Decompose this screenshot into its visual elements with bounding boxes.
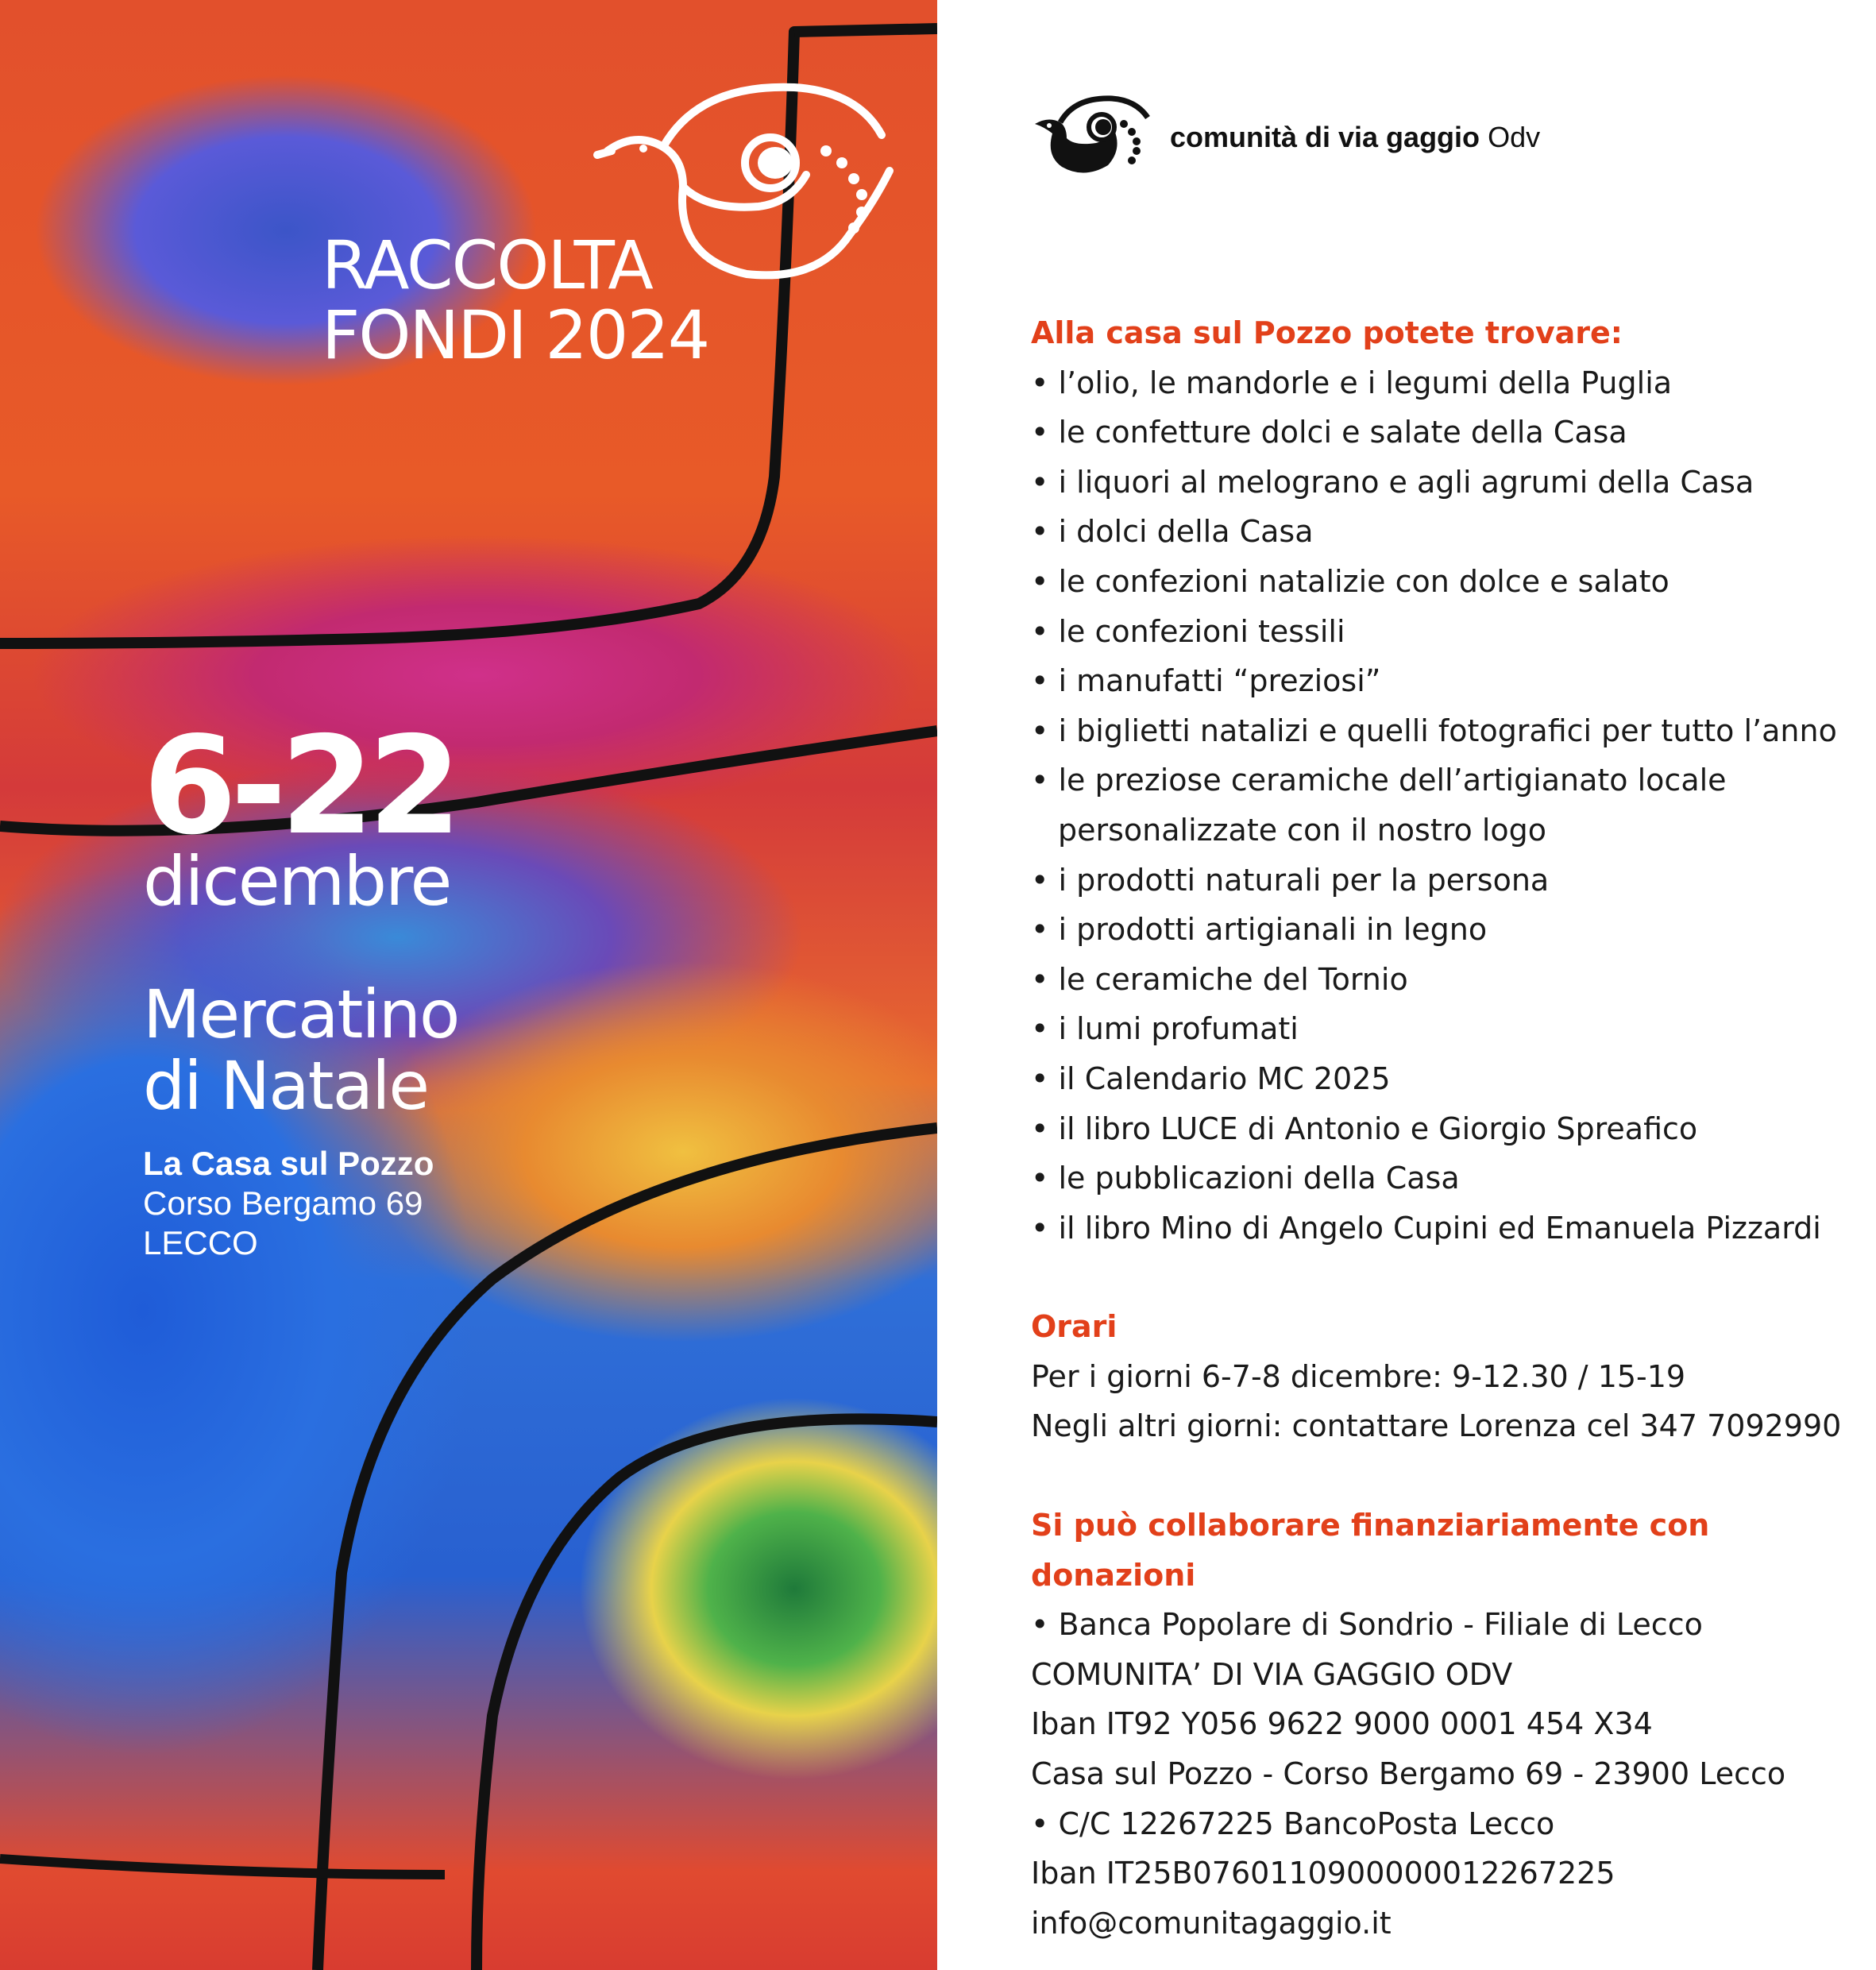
list-item: • le pubblicazioni della Casa	[1031, 1161, 1460, 1196]
donation-bank-2: • C/C 12267225 BancoPosta Lecco	[1031, 1806, 1555, 1841]
list-item: • i manufatti “preziosi”	[1031, 663, 1381, 699]
list-item-text: il Calendario MC 2025	[1058, 1060, 1391, 1096]
list-item: • il libro LUCE di Antonio e Giorgio Spreafico	[1031, 1111, 1698, 1146]
iban-2: Iban IT25B0760110900000012267225	[1031, 1856, 1615, 1891]
postal-address: Casa sul Pozzo - Corso Bergamo 69 - 23900 Lecco	[1031, 1756, 1786, 1792]
list-item: • le ceramiche del Tornio	[1031, 961, 1408, 997]
list-item-text: le preziose ceramiche dell’artigianato locale	[1058, 763, 1727, 798]
hours-line-1: Per i giorni 6-7-8 dicembre: 9-12.30 / 15-19	[1031, 1358, 1686, 1394]
list-item-text: le ceramiche del Tornio	[1058, 961, 1408, 997]
list-item: • il libro Mino di Angelo Cupini ed Emanuela Pizzardi	[1031, 1210, 1821, 1246]
bank-2-text: C/C 12267225 BancoPosta Lecco	[1058, 1806, 1555, 1841]
venue-city: LECCO	[143, 1224, 258, 1261]
list-item: • i dolci della Casa	[1031, 514, 1314, 550]
event-dates: 6-22	[143, 708, 456, 865]
list-item-text: le confezioni natalizie con dolce e salato	[1058, 563, 1669, 599]
list-item-text: i prodotti naturali per la persona	[1058, 862, 1550, 898]
hours-heading: Orari	[1031, 1309, 1117, 1345]
list-item-text: i manufatti “preziosi”	[1058, 663, 1381, 699]
account-holder: COMUNITA’ DI VIA GAGGIO ODV	[1031, 1656, 1513, 1692]
info-panel	[937, 0, 1876, 1970]
title-line-2: FONDI 2024	[322, 296, 709, 374]
donation-bank-1: • Banca Popolare di Sondrio - Filiale di Lecco	[1031, 1607, 1703, 1643]
brand-name-bold: comunità di via gaggio	[1170, 121, 1480, 153]
products-heading: Alla casa sul Pozzo potete trovare:	[1031, 315, 1623, 350]
list-item: • i lumi profumati	[1031, 1011, 1299, 1047]
list-item-text: i biglietti natalizi e quelli fotografici per tutto l’anno	[1058, 713, 1837, 748]
list-item-continuation: personalizzate con il nostro logo	[1058, 812, 1547, 848]
iban-1: Iban IT92 Y056 9622 9000 0001 454 X34	[1031, 1706, 1653, 1742]
list-item-text: i dolci della Casa	[1058, 514, 1314, 550]
hours-line-2: Negli altri giorni: contattare Lorenza cel 347 7092990	[1031, 1408, 1842, 1444]
list-item: • il Calendario MC 2025	[1031, 1060, 1391, 1096]
list-item: • le preziose ceramiche dell’artigianato locale	[1031, 763, 1727, 798]
venue-street: Corso Bergamo 69	[143, 1184, 423, 1222]
list-item-text: le confezioni tessili	[1058, 613, 1345, 649]
event-name	[143, 975, 459, 1125]
event-name-line-2: di Natale	[143, 1047, 429, 1125]
products-list	[1031, 358, 1849, 1253]
donations-heading: Si può collaborare finanziariamente con donazioni	[1031, 1508, 1710, 1593]
venue-name: La Casa sul Pozzo	[143, 1145, 434, 1182]
list-item: • le confezioni tessili	[1031, 613, 1345, 649]
list-item-text: l’olio, le mandorle e i legumi della Puglia	[1058, 365, 1673, 400]
brand-name	[1170, 121, 1540, 154]
list-item: • l’olio, le mandorle e i legumi della Puglia	[1031, 365, 1673, 400]
fundraiser-title	[322, 226, 709, 374]
brand-name-suffix: Odv	[1488, 121, 1541, 153]
list-item: • le confetture dolci e salate della Casa	[1031, 415, 1627, 450]
list-item: • le confezioni natalizie con dolce e salato	[1031, 563, 1669, 599]
list-item-text: i prodotti artigianali in legno	[1058, 912, 1488, 948]
list-item-text: i lumi profumati	[1058, 1011, 1299, 1047]
event-name-line-1: Mercatino	[143, 975, 459, 1053]
list-item-text: le pubblicazioni della Casa	[1058, 1161, 1460, 1196]
list-item: • i prodotti artigianali in legno	[1031, 912, 1488, 948]
info-content	[1031, 308, 1849, 1948]
section-spacer	[1031, 1253, 1849, 1302]
contact-email[interactable]: info@comunitagaggio.it	[1031, 1905, 1392, 1941]
list-item: • i prodotti naturali per la persona	[1031, 862, 1550, 898]
list-item: • i biglietti natalizi e quelli fotografici per tutto l’anno	[1031, 713, 1837, 748]
brand-header	[1029, 94, 1540, 181]
bank-1-text: Banca Popolare di Sondrio - Filiale di Lecco	[1058, 1607, 1703, 1643]
dove-logo-icon	[1029, 94, 1156, 181]
list-item-text: i liquori al melograno e agli agrumi della Casa	[1058, 464, 1754, 500]
list-item-text: le confetture dolci e salate della Casa	[1058, 415, 1627, 450]
list-item-text: il libro Mino di Angelo Cupini ed Emanuela Pizzardi	[1058, 1210, 1821, 1246]
title-line-1: RACCOLTA	[322, 226, 652, 304]
event-month: dicembre	[143, 842, 451, 921]
list-item-text: il libro LUCE di Antonio e Giorgio Spreafico	[1058, 1111, 1698, 1146]
poster-artwork	[0, 0, 937, 1970]
section-spacer	[1031, 1451, 1849, 1501]
venue-block	[143, 1144, 434, 1263]
list-item: • i liquori al melograno e agli agrumi della Casa	[1031, 464, 1754, 500]
